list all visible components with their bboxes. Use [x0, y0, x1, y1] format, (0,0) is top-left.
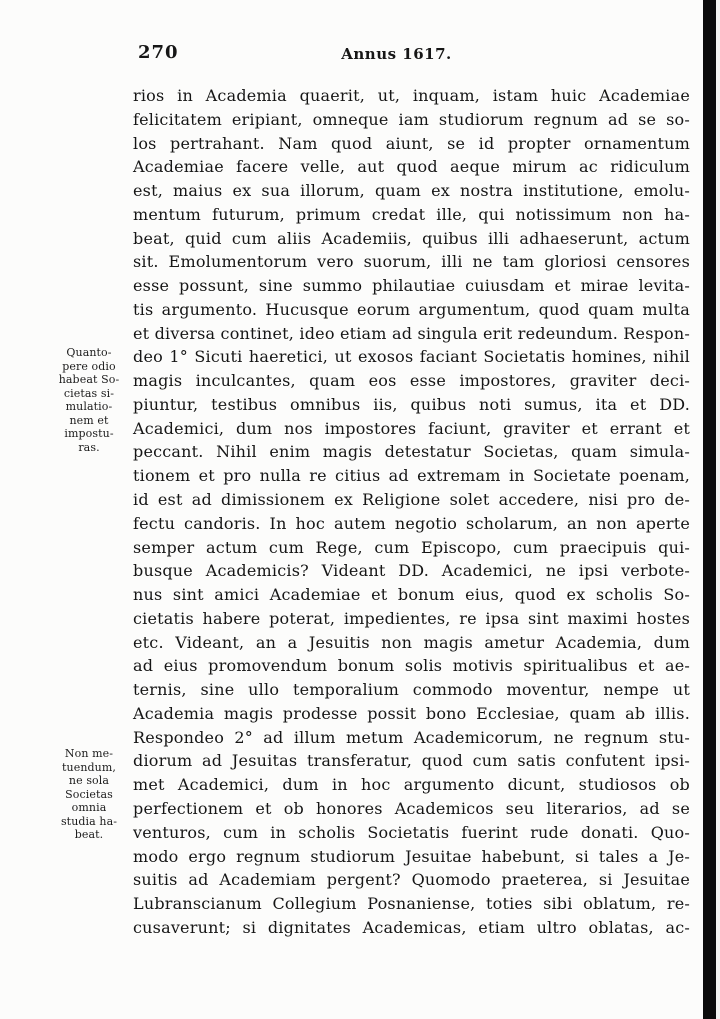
text-line: esse possunt, sine summo philautiae cuiusdam et mirae levita- — [133, 276, 690, 296]
text-line: met Academici, dum in hoc argumento dicunt, studiosos ob — [133, 775, 690, 795]
text-line: felicitatem eripiant, omneque iam studiorum regnum ad se so- — [133, 109, 690, 129]
margin-note-line: ne sola — [68, 774, 110, 787]
text-line: fectu candoris. In hoc autem negotio scholarum, an non aperte — [133, 513, 690, 533]
margin-note-line: mulatio- — [65, 400, 113, 413]
text-line: nus sint amici Academiae et bonum eius, quod ex scholis So- — [133, 585, 690, 605]
text-line: magis inculcantes, quam eos esse impostores, graviter deci- — [133, 371, 690, 391]
text-line: deo 1° Sicuti haeretici, ut exosos faciant Societatis homines, nihil — [133, 347, 690, 367]
text-line: Academia magis prodesse possit bono Ecclesiae, quam ab illis. — [133, 703, 690, 723]
text-line: modo ergo regnum studiorum Jesuitae habebunt, si tales a Je- — [133, 846, 690, 866]
text-line: busque Academicis? Videant DD. Academici, ne ipsi verbote- — [133, 561, 690, 581]
margin-note-line: tuendum, — [62, 760, 116, 774]
scan-edge-margin — [716, 0, 720, 1019]
text-line: sit. Emolumentorum vero suorum, illi ne tam gloriosi censores — [133, 252, 690, 272]
text-line: Respondeo 2° ad illum metum Academicorum, ne regnum stu- — [133, 727, 690, 747]
text-line: piuntur, testibus omnibus iis, quibus noti sumus, ita et DD. — [133, 394, 690, 414]
text-line: beat, quid cum aliis Academiis, quibus illi adhaeserunt, actum — [133, 228, 690, 248]
margin-note-line: ras. — [78, 440, 100, 454]
margin-note-line: cietas si- — [63, 386, 115, 400]
text-line: peccant. Nihil enim magis detestatur Societas, quam simula- — [133, 442, 690, 462]
margin-note — [46, 747, 132, 842]
text-line: diorum ad Jesuitas transferatur, quod cum satis confutent ipsi- — [133, 751, 690, 771]
margin-note-line: habeat So- — [58, 373, 120, 386]
text-line: tis argumento. Hucusque eorum argumentum, quod quam multa — [133, 299, 690, 319]
text-line: rios in Academia quaerit, ut, inquam, istam huic Academiae — [133, 86, 690, 105]
text-line: Academici, dum nos impostores faciunt, graviter et errant et — [133, 418, 690, 438]
margin-note-line: Quanto- — [66, 346, 112, 359]
margin-note-line: pere odio — [62, 359, 116, 373]
text-line: mentum futurum, primum credat ille, qui notissimum non ha- — [133, 204, 690, 224]
margin-note-line: Non me- — [64, 747, 114, 760]
margin-note-line: impostu- — [64, 427, 114, 440]
text-line: suitis ad Academiam pergent? Quomodo praeterea, si Jesuitae — [133, 870, 690, 890]
text-line: id est ad dimissionem ex Religione solet accedere, nisi pro de- — [133, 490, 690, 510]
text-line: Academiae facere velle, aut quod aeque mirum ac ridiculum — [133, 157, 690, 177]
text-line: cusaverunt; si dignitates Academicas, etiam ultro oblatas, ac- — [133, 917, 690, 937]
text-line: Lubranscianum Collegium Posnaniense, toties sibi oblatum, re- — [133, 894, 690, 914]
text-line: ad eius promovendum bonum solis motivis spiritualibus et ae- — [133, 656, 690, 676]
margin-note — [46, 346, 132, 454]
body-text — [133, 84, 690, 940]
margin-note-line: studia ha- — [60, 814, 118, 828]
text-line: tionem et pro nulla re citius ad extremam in Societate poenam, — [133, 466, 690, 486]
text-line: est, maius ex sua illorum, quam ex nostra institutione, emolu- — [133, 181, 690, 201]
text-line: etc. Videant, an a Jesuitis non magis ametur Academia, dum — [133, 632, 690, 652]
page-number: 270 — [138, 42, 179, 63]
margin-note-line: Societas — [65, 787, 113, 801]
text-line: los pertrahant. Nam quod aiunt, se id propter ornamentum — [133, 133, 690, 153]
running-header: Annus 1617. — [341, 45, 452, 63]
text-line: cietatis habere poterat, impedientes, re ipsa sint maximi hostes — [133, 608, 690, 628]
scan-edge-artifact — [703, 0, 716, 1019]
text-line: perfectionem et ob honores Academicos seu literarios, ad se — [133, 798, 690, 818]
margin-note-line: omnia — [71, 801, 107, 814]
margin-note-line: beat. — [74, 828, 104, 841]
margin-note-line: nem et — [69, 413, 109, 427]
text-line: et diversa continet, ideo etiam ad singula erit redeundum. Respon- — [133, 323, 690, 343]
text-line: venturos, cum in scholis Societatis fuerint rude donati. Quo- — [133, 822, 690, 842]
text-line: semper actum cum Rege, cum Episcopo, cum praecipuis qui- — [133, 537, 690, 557]
text-line: ternis, sine ullo temporalium commodo moventur, nempe ut — [133, 680, 690, 700]
page-header — [133, 42, 690, 64]
